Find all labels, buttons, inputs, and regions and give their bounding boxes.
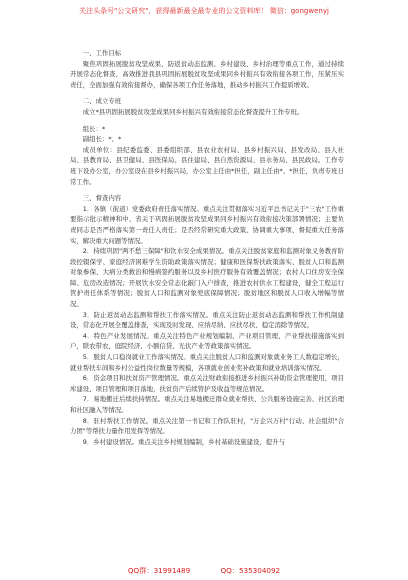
promo-banner: 关注头条号"公文研究"，获得最新最全最专业的公文资料库！ 微信：gongwenyj bbox=[79, 7, 329, 15]
section-heading: 二、成立专班 bbox=[82, 97, 122, 106]
paragraph: 组长：* bbox=[82, 124, 106, 133]
paragraph: 2．持续巩固"两不愁三保障"和饮水安全成果情况。重点关注脱贫家庭和监测对象义务教育阶段控辍保学、家庭经济困难学生资助政策落实情况；健康和医保帮扶政策落实、脱贫人口和监测对象参保、大病分类救治和慢病签约服务以及乡村医疗服务有效覆盖情况；农村人口住房安全保障、危房改造情况；开展饮水安全常态化敲门入户排查，推进农村供水工程建设，健全工程运行管护责任体系等情况；脱贫人口和监测对象兜底保障情况；脱贫地区和脱贫人口收入增幅等情况。 bbox=[70, 247, 344, 309]
paragraph: 3．防止返贫动态监测和帮扶工作落实情况。重点关注防止返贫动态监测和帮扶工作机制建设，常态化开展全覆盖排查，实现及时发现、应纳尽纳、应扶尽扶、稳定消除等情况。 bbox=[70, 310, 344, 330]
document-body bbox=[70, 48, 344, 447]
footer-qq: QQ：535304092 bbox=[220, 566, 281, 575]
section-heading: 一、工作目标 bbox=[82, 49, 122, 57]
paragraph: 6．资金项目和扶贫资产管理情况。重点关注财政衔接推进乡村振兴补助资金管理使用，项目库建设、项目管理和项目落地，扶贫资产后续管护及收益等规范情况。 bbox=[70, 374, 344, 393]
paragraph: 1．各镇（街道）党委政府责任落实情况。重点关注贯彻落实习近平总书记关于"三农"工作重要指示批示精神和中、省关于巩固拓展脱贫攻坚成果同乡村振兴有效衔接决策部署情况；主要负责同志是否严格落实第一责任人责任；是否经常研究重大政策、协调重大事项、督促重大任务落实，解决重大问题等情况。 bbox=[70, 204, 344, 245]
paragraph: 副组长：*、* bbox=[82, 135, 122, 144]
paragraph: 9．乡村建设情况。重点关注乡村规划编制，乡村基础设施建设、提升与 bbox=[82, 437, 285, 446]
footer-qq-group: QQ群：31991489 bbox=[127, 566, 191, 575]
paragraph: 成员单位：县纪委监委、县委组织部、县农业农村局、县乡村振兴局、县发改局、县人社局、县教育局、县卫健局、县医保局、县住建局、县自然资源局、县水务局、县民政局。工作专班下设办公室，办公室设在县乡村振兴局，办公室主任由*担任，副主任由*、*担任，负责专班日常工作。 bbox=[70, 145, 344, 186]
paragraph: 5．脱贫人口稳岗就业工作落实情况。重点关注脱贫人口和监测对象就业务工人数稳定增长，就业帮扶车间和乡村公益性岗位数量等规模，各项就业创业奖补政策和就业培训落实情况。 bbox=[70, 353, 344, 372]
section-heading: 三、督查内容 bbox=[82, 194, 122, 203]
paragraph: 8．驻村帮扶工作情况。重点关注第一书记和工作队驻村，"万企兴万村"行动、社会组织"合力团"等帮扶力量作用发挥等情况。 bbox=[70, 416, 344, 436]
paragraph: 成立*县巩固拓展脱贫攻坚成果同乡村振兴有效衔接常态化督查提升工作专班。 bbox=[82, 107, 304, 116]
paragraph: 7．易地搬迁后续扶持情况。重点关注易地搬迁群众就业帮扶、公共服务设施完善、社区治理和社区融入等情况。 bbox=[70, 395, 344, 414]
footer-contact bbox=[0, 566, 408, 576]
paragraph: 4．特色产业发展情况。重点关注特色产业规划编制、产业项目管理、产业帮扶措施落实到户，联农带农、庭院经济、小额信贷、光伏产业等政策落实情况。 bbox=[70, 331, 344, 351]
paragraph: 聚焦巩固拓展脱贫攻坚成果、防返贫动态监测、乡村建设、乡村治理等重点工作，通过持续开展常态化督查，高效推进我县巩固拓展脱贫攻坚成果同乡村振兴有效衔接各项工作，压紧压实责任，全面加强有效衔接督办，确保各项工作任务落地，推动乡村振兴工作提质增效。 bbox=[70, 59, 344, 89]
